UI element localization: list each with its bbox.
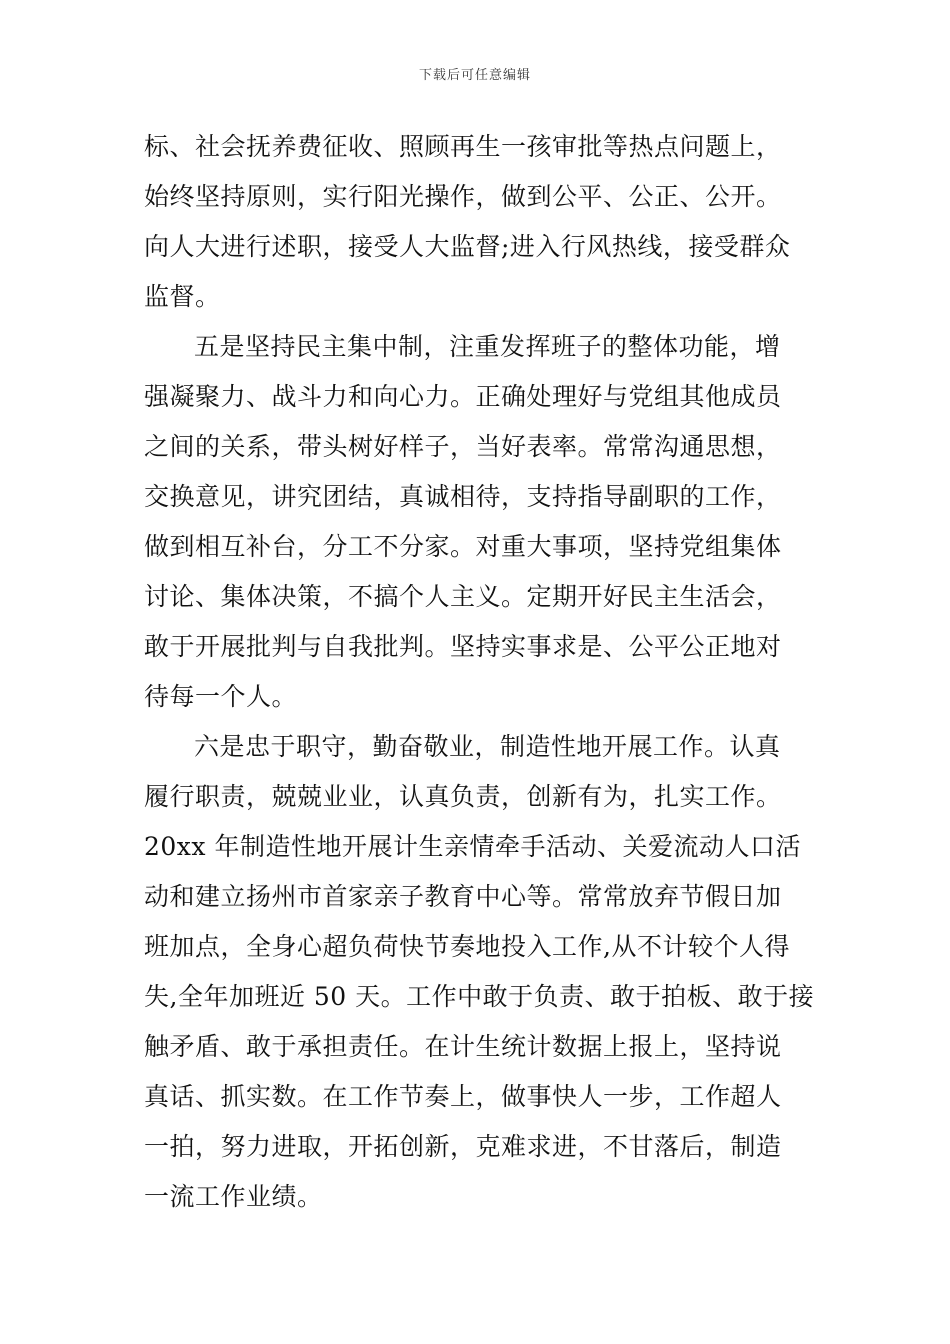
text-line: 五是坚持民主集中制，注重发挥班子的整体功能，增 <box>194 332 781 361</box>
paragraph-2 <box>144 322 812 722</box>
text-line: 之间的关系，带头树好样子，当好表率。常常沟通思想， <box>144 432 782 461</box>
text-line: 失,全年加班近 50 天。工作中敢于负责、敢于拍板、敢于接 <box>144 982 815 1011</box>
text-line: 一拍，努力进取，开拓创新，克难求进，不甘落后，制造 <box>144 1132 782 1161</box>
text-line: 交换意见，讲究团结，真诚相待，支持指导副职的工作， <box>144 482 782 511</box>
text-line: 讨论、集体决策，不搞个人主义。定期开好民主生活会， <box>144 582 782 611</box>
text-line: 班加点，全身心超负荷快节奏地投入工作,从不计较个人得 <box>144 932 790 961</box>
text-line: 真话、抓实数。在工作节奏上，做事快人一步，工作超人 <box>144 1082 782 1111</box>
text-line: 监督。 <box>144 282 221 311</box>
text-line: 做到相互补台，分工不分家。对重大事项，坚持党组集体 <box>144 532 782 561</box>
paragraph-3 <box>144 722 815 1222</box>
text-line: 履行职责，兢兢业业，认真负责，创新有为，扎实工作。 <box>144 782 782 811</box>
text-line: 六是忠于职守，勤奋敬业，制造性地开展工作。认真 <box>194 732 781 761</box>
page-header: 下载后可任意编辑 <box>418 68 531 83</box>
text-line: 待每一个人。 <box>144 682 298 711</box>
paragraph-1 <box>144 122 812 322</box>
text-line: 动和建立扬州市首家亲子教育中心等。常常放弃节假日加 <box>144 882 782 911</box>
text-line: 20xx 年制造性地开展计生亲情牵手活动、关爱流动人口活 <box>144 832 801 861</box>
document-body <box>144 122 815 1222</box>
text-line: 始终坚持原则，实行阳光操作，做到公平、公正、公开。 <box>144 182 782 211</box>
text-line: 敢于开展批判与自我批判。坚持实事求是、公平公正地对 <box>144 632 782 661</box>
text-line: 一流工作业绩。 <box>144 1182 323 1211</box>
text-line: 触矛盾、敢于承担责任。在计生统计数据上报上，坚持说 <box>144 1032 782 1061</box>
text-line: 标、社会抚养费征收、照顾再生一孩审批等热点问题上， <box>144 132 782 161</box>
text-line: 强凝聚力、战斗力和向心力。正确处理好与党组其他成员 <box>144 382 782 411</box>
text-line: 向人大进行述职，接受人大监督;进入行风热线，接受群众 <box>144 232 791 261</box>
